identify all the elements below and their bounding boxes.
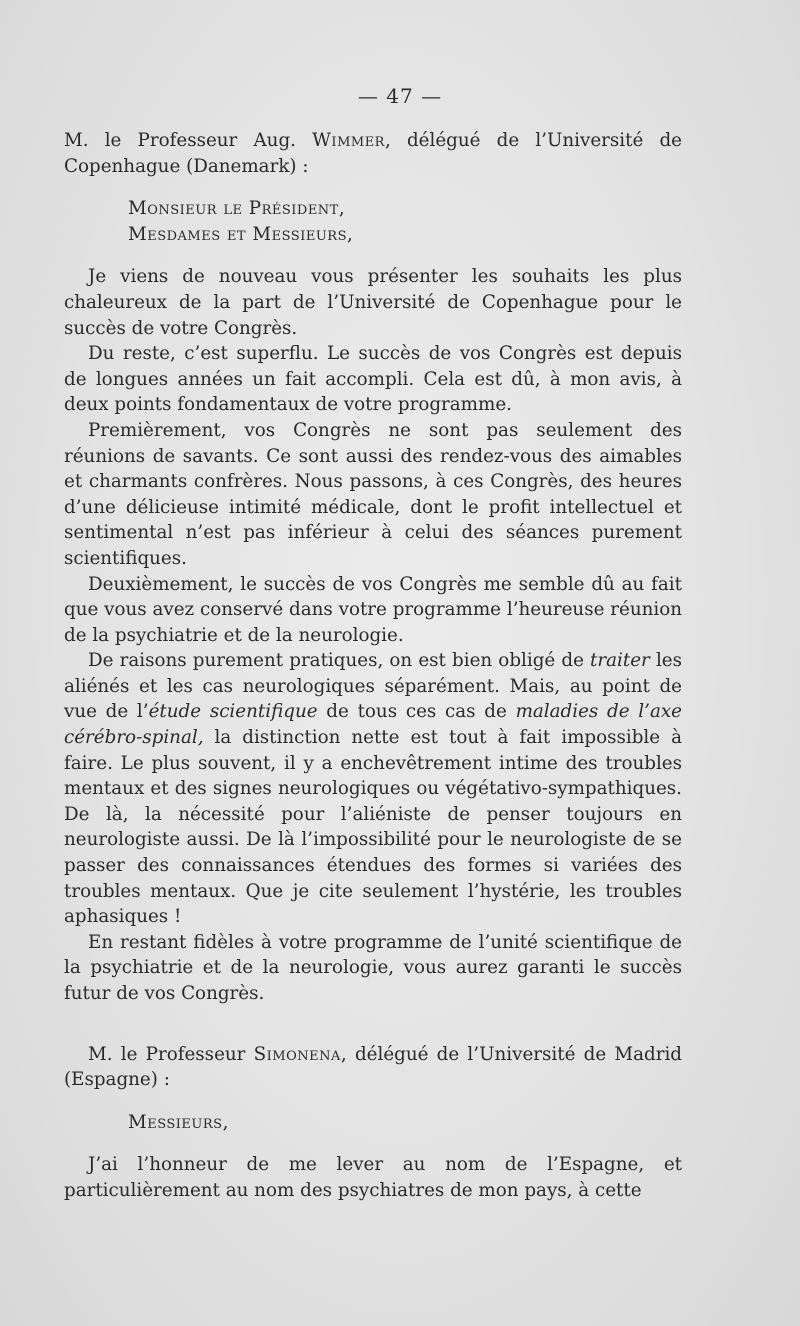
intro-text: , délégué de l’Université de Madrid (Espagne) :: [64, 1043, 682, 1091]
text-run: les aliénés et les cas neurologiques séparément. Mais, au point de vue de l’: [64, 650, 682, 723]
salutation: Monsieur le Président,: [128, 198, 346, 220]
speaker-name: Simonena: [253, 1043, 341, 1065]
intro-text: , délégué de l’Université de Copenhague (Danemark) :: [64, 130, 682, 177]
emphasis: maladies de l’axe cérébro-spinal,: [64, 701, 682, 749]
emphasis: étude scientifique: [148, 701, 318, 723]
speaker-intro-wimmer: [64, 128, 682, 179]
text-run: la distinction nette est tout à fait impossible à faire. Le plus souvent, il y a enchevêtrement intime des troubles mentaux et des signes neurologiques ou végétativo-sympathiques. De là, la nécessité pour l’aliéniste de penser toujours en neurologiste aussi. De là l’impossibilité pour le neurologiste de se passer des connaissances étendues des formes si variées des troubles mentaux. Que je cite seulement l’hystérie, les troubles aphasiques !: [64, 727, 682, 928]
page-number: — 47 —: [357, 84, 443, 108]
salutation: Messieurs,: [128, 1111, 229, 1133]
paragraph: Premièrement, vos Congrès ne sont pas seulement des réunions de savants. Ce sont aussi des rendez-vous des aimables et charmants confrères. Nous passons, à ces Congrès, des heures d’une délicieuse intimité médicale, dont le profit intellectuel et sentimental n’est pas inférieur à celui des séances purement scientifiques.: [64, 419, 682, 569]
salutation: Mesdames et Messieurs,: [128, 223, 354, 245]
text-run: De raisons purement pratiques, on est bien obligé de: [88, 650, 591, 672]
text-run: de tous ces cas de: [317, 701, 516, 723]
paragraph: En restant fidèles à votre programme de l’unité scientifique de la psychiatrie et de la neurologie, vous aurez garanti le succès futur de vos Congrès.: [64, 931, 682, 1004]
paragraph: Du reste, c’est superflu. Le succès de vos Congrès est depuis de longues années un fait accompli. Cela est dû, à mon avis, à deux points fondamentaux de votre programme.: [64, 343, 682, 416]
speaker-intro-simonena: [64, 1042, 682, 1093]
intro-text: M. le Professeur: [88, 1043, 254, 1065]
body-text: [64, 128, 682, 1204]
paragraph: Je viens de nouveau vous présenter les souhaits les plus chaleureux de la part de l’Université de Copenhague pour le succès de votre Congrès.: [64, 266, 682, 339]
paragraph: J’ai l’honneur de me lever au nom de l’Espagne, et particulièrement au nom des psychiatres de mon pays, à cette: [64, 1154, 682, 1201]
paragraph: [64, 648, 682, 930]
emphasis: traiter: [590, 650, 650, 672]
paragraph: Deuxièmement, le succès de vos Congrès me semble dû au fait que vous avez conservé dans votre programme l’heureuse réunion de la psychiatrie et de la neurologie.: [64, 573, 682, 646]
speaker-name: Wimmer: [312, 130, 385, 151]
intro-text: M. le Professeur Aug.: [64, 130, 313, 151]
